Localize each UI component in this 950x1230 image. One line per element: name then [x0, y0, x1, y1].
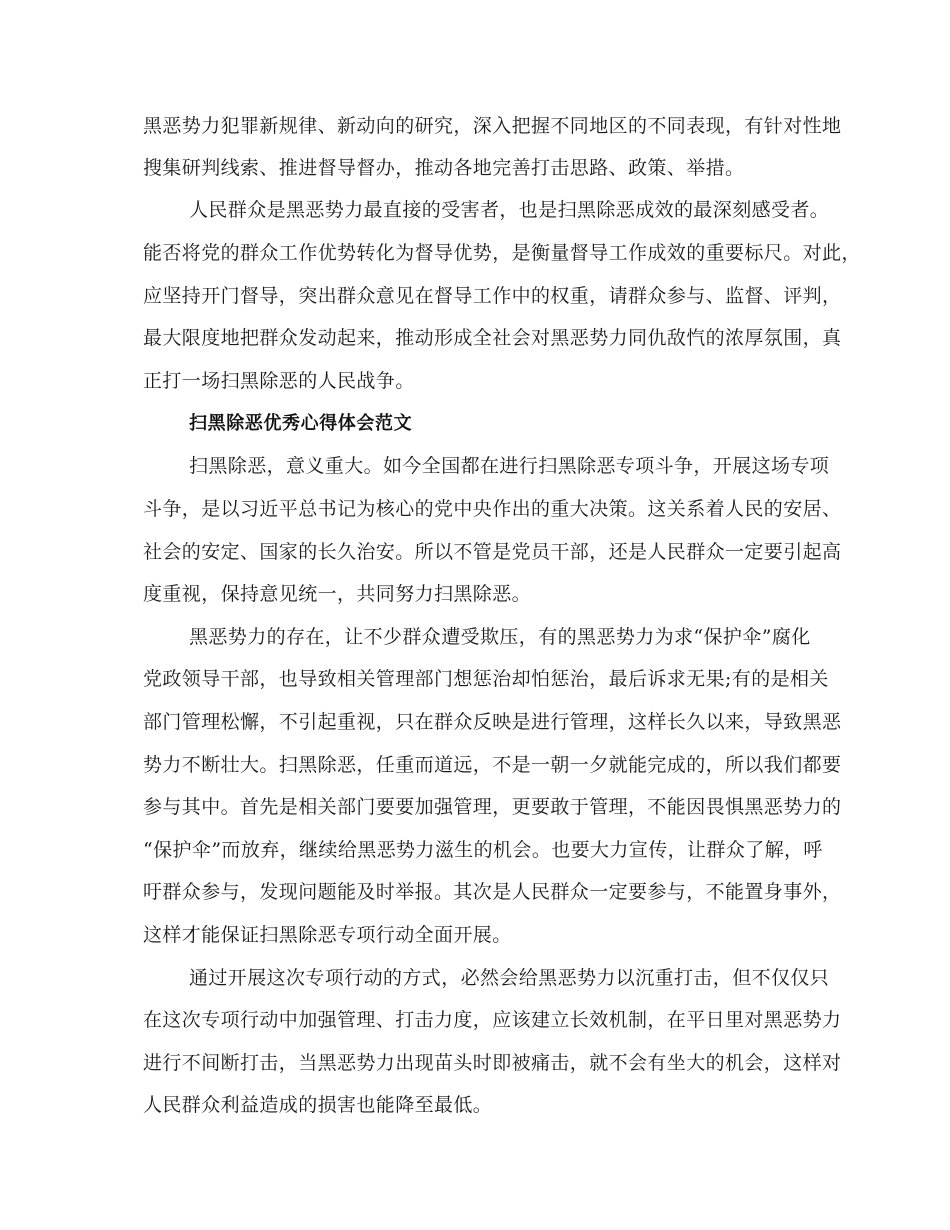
text-line: 正打一场扫黑除恶的人民战争。: [143, 370, 415, 392]
section-heading: 扫黑除恶优秀心得体会范文: [189, 413, 413, 434]
text-line: 参与其中。首先是相关部门要要加强管理，更要敢于管理，不能因畏惧黑恶势力的: [143, 796, 842, 818]
text-line: 能否将党的群众工作优势转化为督导优势，是衡量督导工作成效的重要标尺。对此，: [143, 242, 861, 264]
paragraph-first-line: 黑恶势力的存在，让不少群众遭受欺压，有的黑恶势力为求“保护伞”腐化: [189, 626, 811, 648]
text-line: 黑恶势力犯罪新规律、新动向的研究，深入把握不同地区的不同表现，有针对性地: [143, 115, 842, 137]
text-line: 这样才能保证扫黑除恶专项行动全面开展。: [143, 924, 512, 946]
text-line: 吁群众参与，发现问题能及时举报。其次是人民群众一定要参与，不能置身事外，: [143, 881, 842, 903]
paragraph-first-line: 扫黑除恶，意义重大。如今全国都在进行扫黑除恶专项斗争，开展这场专项: [189, 455, 830, 477]
paragraph-first-line: 人民群众是黑恶势力最直接的受害者，也是扫黑除恶成效的最深刻感受者。: [189, 199, 830, 221]
text-line: 人民群众利益造成的损害也能降至最低。: [143, 1094, 493, 1116]
text-line: 斗争，是以习近平总书记为核心的党中央作出的重大决策。这关系着人民的安居、: [143, 498, 842, 520]
text-line: 应坚持开门督导，突出群众意见在督导工作中的权重，请群众参与、监督、评判，: [143, 285, 842, 307]
text-line: 度重视，保持意见统一，共同努力扫黑除恶。: [143, 583, 532, 605]
text-line: 社会的安定、国家的长久治安。所以不管是党员干部，还是人民群众一定要引起高: [143, 541, 842, 563]
paragraph-first-line: 通过开展这次专项行动的方式，必然会给黑恶势力以沉重打击，但不仅仅只: [189, 967, 830, 989]
text-line: 党政领导干部，也导致相关管理部门想惩治却怕惩治，最后诉求无果;有的是相关: [143, 668, 829, 690]
text-line: 势力不断壮大。扫黑除恶，任重而道远，不是一朝一夕就能完成的，所以我们都要: [143, 754, 842, 776]
text-line: 部门管理松懈，不引起重视，只在群众反映是进行管理，这样长久以来，导致黑恶: [143, 711, 842, 733]
text-line: “保护伞”而放弃，继续给黑恶势力滋生的机会。也要大力宣传，让群众了解，呼: [143, 839, 823, 861]
text-line: 搜集研判线索、推进督导督办，推动各地完善打击思路、政策、举措。: [143, 157, 745, 179]
text-line: 最大限度地把群众发动起来，推动形成全社会对黑恶势力同仇敌忾的浓厚氛围，真: [143, 327, 842, 349]
text-line: 在这次专项行动中加强管理、打击力度，应该建立长效机制，在平日里对黑恶势力: [143, 1009, 842, 1031]
text-line: 进行不间断打击，当黑恶势力出现苗头时即被痛击，就不会有坐大的机会，这样对: [143, 1052, 842, 1074]
